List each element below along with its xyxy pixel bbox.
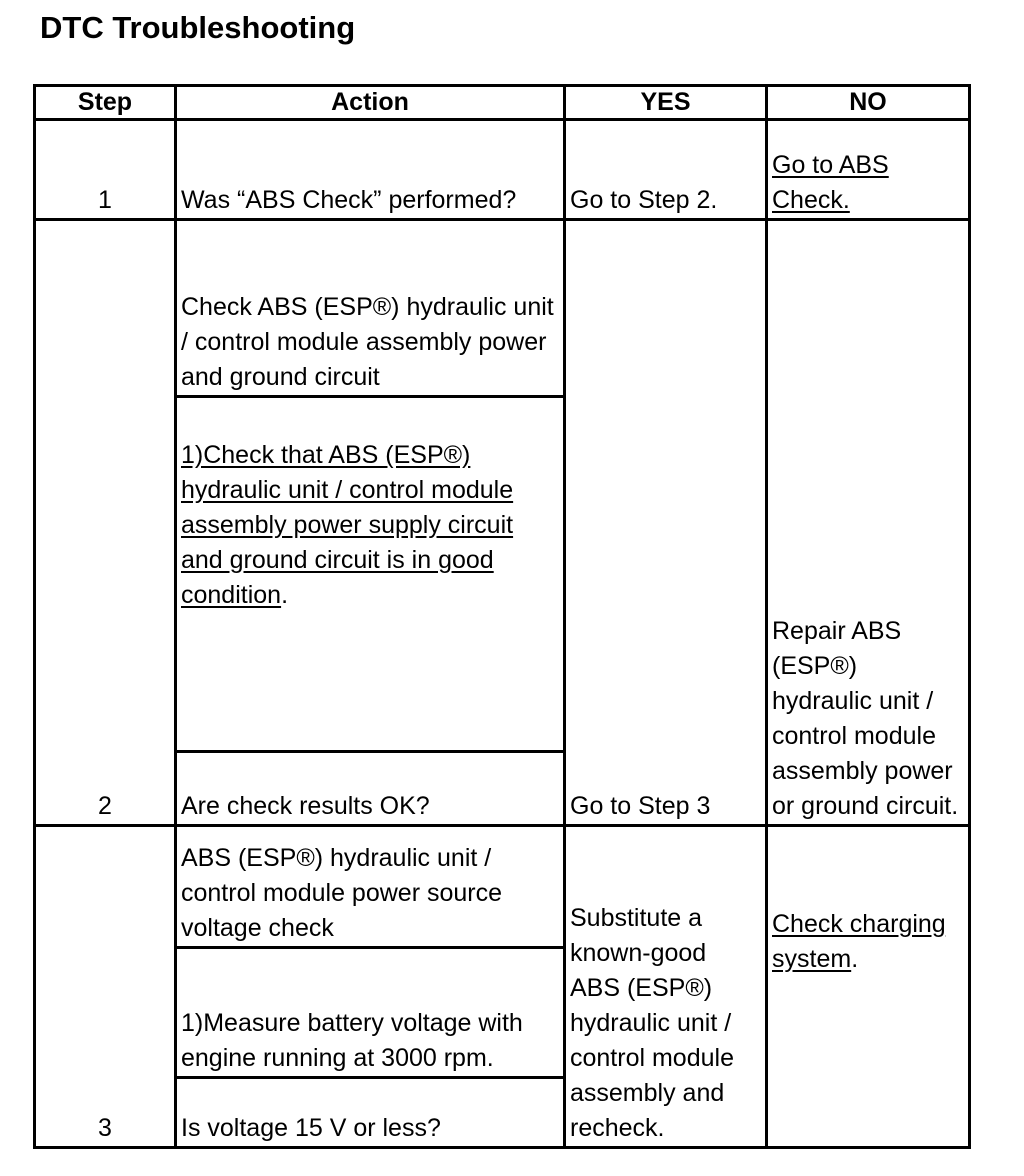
step-number: 1 xyxy=(35,120,176,220)
no-result-cell xyxy=(767,120,970,220)
yes-result: Go to Step 3 xyxy=(565,220,767,826)
header-action: Action xyxy=(176,86,565,120)
no-result-period: . xyxy=(851,945,859,973)
action-question: Was “ABS Check” performed? xyxy=(176,120,565,220)
header-no: NO xyxy=(767,86,970,120)
action-question: Is voltage 15 V or less? xyxy=(176,1078,565,1148)
action-procedure-period: . xyxy=(281,581,289,609)
abs-check-link[interactable]: Go to ABS Check. xyxy=(772,151,889,214)
page-title: DTC Troubleshooting xyxy=(40,10,356,45)
table-header-row xyxy=(35,86,970,120)
no-result-cell xyxy=(767,826,970,1148)
action-procedure-cell xyxy=(176,397,565,752)
step-number: 3 xyxy=(35,826,176,1148)
table-row-step-2-heading xyxy=(35,220,970,397)
action-procedure: 1)Measure battery voltage with engine running at 3000 rpm. xyxy=(176,948,565,1078)
yes-result: Go to Step 2. xyxy=(565,120,767,220)
action-heading: ABS (ESP®) hydraulic unit / control module power source voltage check xyxy=(176,826,565,948)
no-result: Repair ABS (ESP®) hydraulic unit / control module assembly power or ground circuit. xyxy=(767,220,970,826)
action-question: Are check results OK? xyxy=(176,752,565,826)
yes-result: Substitute a known-good ABS (ESP®) hydraulic unit / control module assembly and recheck. xyxy=(565,826,767,1148)
table-row-step-3-heading xyxy=(35,826,970,948)
check-charging-system-link[interactable]: Check charging system xyxy=(772,910,946,973)
action-heading: Check ABS (ESP®) hydraulic unit / control module assembly power and ground circuit xyxy=(176,220,565,397)
header-step: Step xyxy=(35,86,176,120)
table-row-step-1 xyxy=(35,120,970,220)
action-procedure[interactable]: 1)Check that ABS (ESP®) hydraulic unit / control module assembly power supply circuit and ground circuit is in good condition xyxy=(181,441,514,609)
step-number: 2 xyxy=(35,220,176,826)
header-yes: YES xyxy=(565,86,767,120)
dtc-table xyxy=(33,84,971,1149)
